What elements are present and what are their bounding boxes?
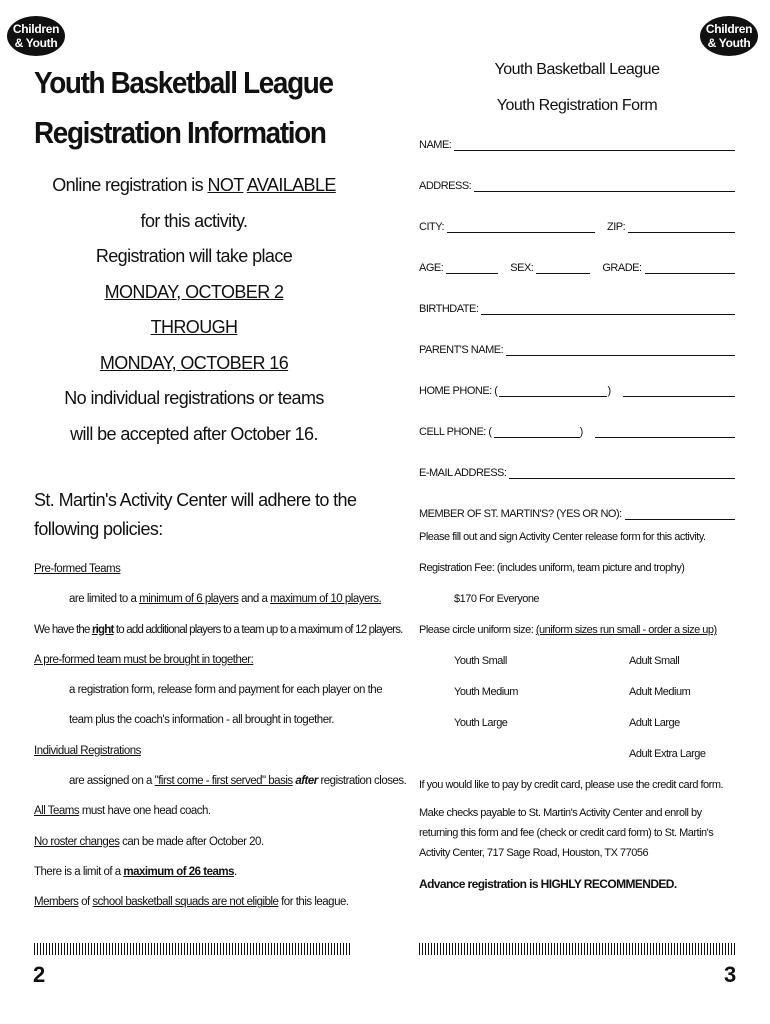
- policy-together-detail-1: a registration form, release form and payment for each player on the: [69, 684, 383, 697]
- policy-eligibility: Members of school basketball squads are not eligible for this league.: [34, 896, 349, 909]
- parent-name-line[interactable]: [506, 343, 735, 356]
- uniform-size-options: [419, 646, 735, 770]
- age-line[interactable]: [446, 261, 498, 274]
- policy-team-size: are limited to a minimum of 6 players and a maximum of 10 players.: [69, 593, 382, 606]
- policy-together-detail-2: team plus the coach's information - all brought in together.: [69, 714, 334, 727]
- policy-add-players: We have the right to add additional players to a team up to a maximum of 12 players.: [34, 623, 403, 636]
- birthdate-line[interactable]: [481, 302, 735, 315]
- address-field[interactable]: ADDRESS:: [419, 151, 735, 192]
- size-option[interactable]: Adult Large: [629, 717, 680, 729]
- policies-list: [34, 554, 407, 918]
- size-option[interactable]: Youth Small: [454, 655, 507, 667]
- size-row: [419, 708, 735, 739]
- size-row: [419, 677, 735, 708]
- city-zip-field[interactable]: CITY: ZIP:: [419, 192, 735, 233]
- credit-card-note: If you would like to pay by credit card, please use the credit card form.: [419, 779, 724, 791]
- home-phone-line-1[interactable]: [499, 384, 607, 397]
- fee-price: $170 For Everyone: [454, 593, 540, 605]
- home-phone-field[interactable]: HOME PHONE: ( ): [419, 356, 735, 397]
- sex-line[interactable]: [536, 261, 590, 274]
- children-youth-badge-right: Children & Youth: [700, 16, 758, 56]
- policies-heading: St. Martin's Activity Center will adhere to the following policies:: [34, 490, 357, 539]
- city-line[interactable]: [447, 220, 595, 233]
- divider-bar-right: [419, 943, 735, 955]
- size-row: [419, 646, 735, 677]
- registration-notice: Online registration is NOT AVAILABLE for this activity. Registration will take place MONDAY, OCTOBER 2 THROUGH MONDAY, OCTOBER 16 No individual registrations or teams will be accepted after October 16.: [52, 175, 336, 444]
- policy-together: A pre-formed team must be brought in together:: [34, 653, 254, 666]
- form-title-registration: Youth Registration Form: [496, 97, 658, 114]
- size-option: [419, 739, 629, 770]
- parent-name-field[interactable]: PARENT'S NAME:: [419, 315, 735, 356]
- uniform-size-note: Please circle uniform size: (uniform sizes run small - order a size up): [419, 624, 717, 636]
- form-title-league: Youth Basketball League: [494, 61, 660, 78]
- policy-preformed-teams: Pre-formed Teams: [34, 563, 121, 575]
- birthdate-field[interactable]: BIRTHDATE:: [419, 274, 735, 315]
- payment-instructions: Make checks payable to St. Martin's Activity Center and enroll by returning this form and fee (check or credit card form) to St. Martin's Activity Center, 717 Sage Road, Houston, TX 77056: [419, 807, 714, 859]
- title-line-2: Registration Information: [34, 115, 326, 150]
- policy-limit: There is a limit of a maximum of 26 teams.: [34, 865, 237, 878]
- cell-phone-field[interactable]: CELL PHONE: ( ): [419, 397, 735, 438]
- email-line[interactable]: [509, 466, 735, 479]
- age-sex-grade-field[interactable]: AGE: SEX: GRADE:: [419, 233, 735, 274]
- policy-roster: No roster changes can be made after October 20.: [34, 835, 264, 848]
- page-number-left: 2: [33, 962, 46, 987]
- policy-individual: Individual Registrations: [34, 744, 141, 757]
- zip-line[interactable]: [628, 220, 735, 233]
- children-youth-badge-left: Children & Youth: [7, 16, 65, 56]
- grade-line[interactable]: [645, 261, 735, 274]
- policy-head-coach: All Teams must have one head coach.: [34, 805, 211, 818]
- home-phone-line-2[interactable]: [623, 384, 735, 397]
- member-field[interactable]: MEMBER OF ST. MARTIN'S? (YES OR NO):: [419, 479, 735, 520]
- size-option[interactable]: Youth Large: [454, 717, 508, 729]
- size-row: [419, 739, 735, 770]
- advance-registration: Advance registration is HIGHLY RECOMMENDED.: [419, 877, 677, 891]
- size-option[interactable]: Youth Medium: [454, 686, 518, 698]
- registration-form: [419, 55, 735, 891]
- divider-bar-left: [34, 943, 352, 955]
- title-line-1: Youth Basketball League: [34, 65, 333, 100]
- email-field[interactable]: E-MAIL ADDRESS:: [419, 438, 735, 479]
- registration-information: [34, 58, 407, 918]
- policy-first-come: are assigned on a "first come - first served" basis after registration closes.: [69, 775, 407, 788]
- size-option[interactable]: Adult Medium: [629, 686, 691, 698]
- name-line[interactable]: [454, 138, 735, 151]
- size-option[interactable]: Adult Extra Large: [629, 748, 706, 760]
- address-line[interactable]: [474, 179, 735, 192]
- page-number-right: 3: [724, 962, 737, 987]
- cell-phone-line-1[interactable]: [494, 425, 580, 438]
- member-line[interactable]: [625, 507, 735, 520]
- name-field[interactable]: NAME:: [419, 127, 735, 151]
- registration-fee: Registration Fee: (includes uniform, team picture and trophy): [419, 562, 685, 574]
- release-note: Please fill out and sign Activity Center release form for this activity.: [419, 531, 706, 543]
- size-option[interactable]: Adult Small: [629, 655, 680, 667]
- cell-phone-line-2[interactable]: [595, 425, 735, 438]
